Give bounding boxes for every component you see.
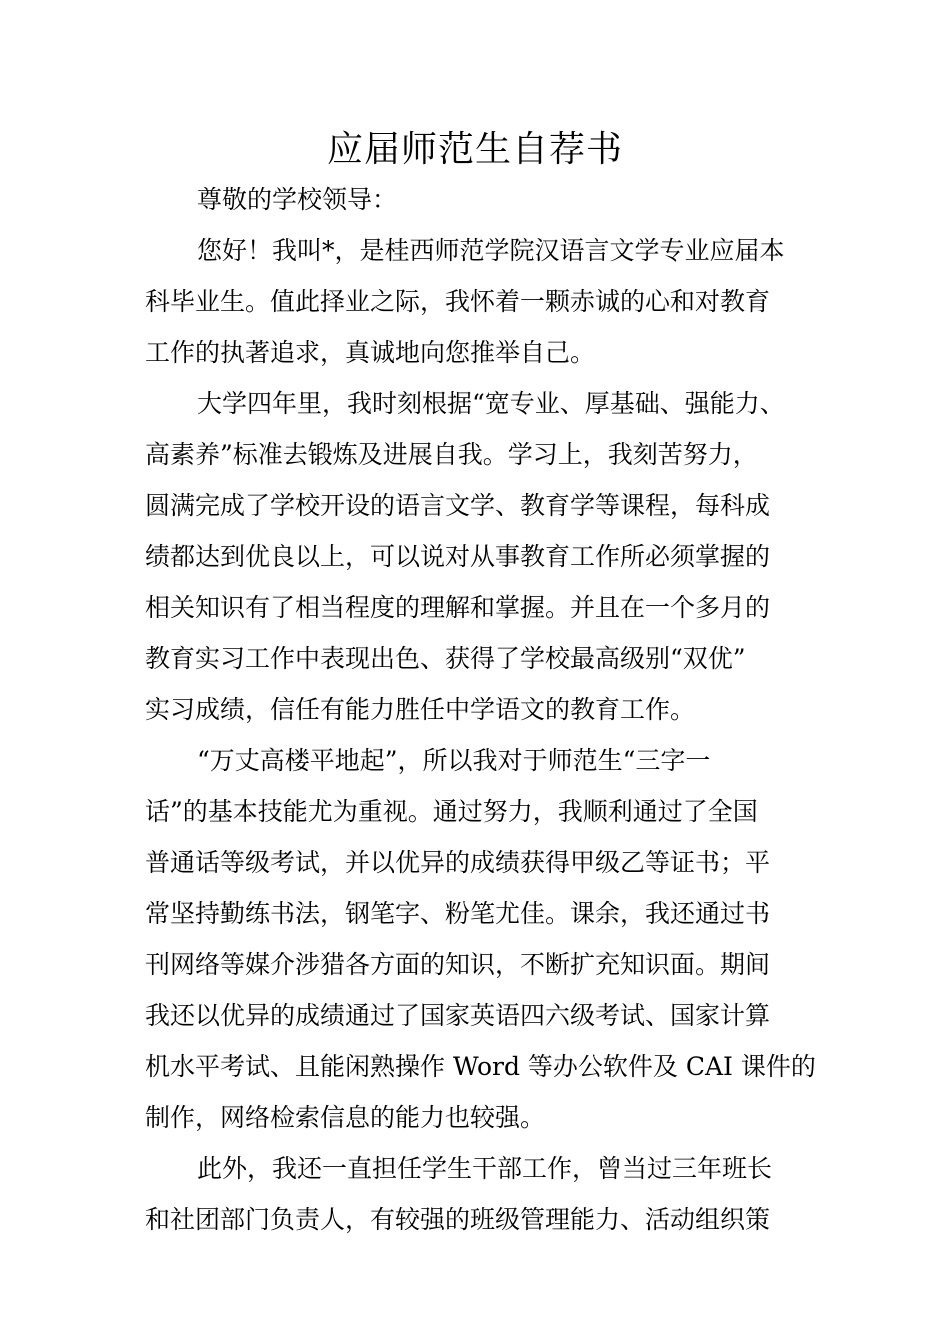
paragraph-line: 您好！我叫*，是桂西师范学院汉语言文学专业应届本 [197,236,785,265]
document-body [145,174,816,1245]
paragraph-line: 圆满完成了学校开设的语言文学、教育学等课程，每科成 [145,491,771,520]
document-title: 应届师范生自荐书 [326,129,623,170]
paragraph-line: 高素养”标准去锻炼及进展自我。学习上，我刻苦努力， [145,440,758,469]
paragraph-skills [145,735,816,1143]
paragraph-line: 相关知识有了相当程度的理解和掌握。并且在一个多月的 [145,593,771,622]
paragraph-line: 话”的基本技能尤为重视。通过努力，我顺利通过了全国 [145,797,758,826]
paragraph-line: “万丈高楼平地起”，所以我对于师范生“三字一 [197,746,711,775]
paragraph-line: 科毕业生。值此择业之际，我怀着一颗赤诚的心和对教育 [145,287,771,316]
paragraph-line: 工作的执著追求，真诚地向您推举自己。 [145,338,596,367]
paragraph-leadership [145,1143,811,1245]
paragraph-line: 绩都达到优良以上，可以说对从事教育工作所必须掌握的 [145,542,771,571]
paragraph-line: 制作，网络检索信息的能力也较强。 [145,1103,546,1132]
salutation: 尊敬的学校领导： [197,185,398,214]
paragraph-university [145,378,811,735]
paragraph-line: 常坚持勤练书法，钢笔字、粉笔尤佳。课余，我还通过书 [145,899,771,928]
paragraph-line: 实习成绩，信任有能力胜任中学语文的教育工作。 [145,695,696,724]
paragraph-line: 大学四年里，我时刻根据“宽专业、厚基础、强能力、 [197,389,785,418]
paragraph-line: 普通话等级考试，并以优异的成绩获得甲级乙等证书；平 [145,848,771,877]
paragraph-line: 此外，我还一直担任学生干部工作，曾当过三年班长 [197,1154,773,1183]
paragraph-line: 机水平考试、且能闲熟操作 Word 等办公软件及 CAI 课件的 [145,1052,816,1081]
paragraph-greeting [145,225,811,378]
paragraph-line: 和社团部门负责人，有较强的班级管理能力、活动组织策 [145,1205,771,1234]
paragraph-line: 教育实习工作中表现出色、获得了学校最高级别“双优” [145,644,746,673]
paragraph-line: 刊网络等媒介涉猎各方面的知识，不断扩充知识面。期间 [145,950,771,979]
paragraph-line: 我还以优异的成绩通过了国家英语四六级考试、国家计算 [145,1001,771,1030]
